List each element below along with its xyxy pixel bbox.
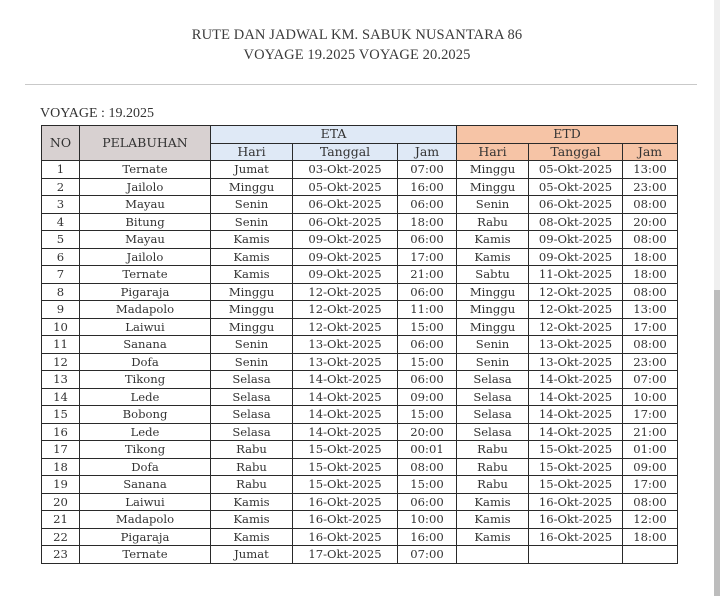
eta-date-cell: 14-Okt-2025 [293,371,398,389]
etd-time-cell: 12:00 [623,511,678,529]
header-etd-jam: Jam [623,143,678,161]
header-no: NO [42,126,80,161]
table-row [42,511,678,529]
eta-day-cell: Senin [211,213,293,231]
scrollbar-thumb[interactable] [714,290,720,596]
row-no-cell: 20 [42,493,80,511]
etd-date-cell: 11-Okt-2025 [529,266,623,284]
etd-date-cell: 15-Okt-2025 [529,441,623,459]
document-title: RUTE DAN JADWAL KM. SABUK NUSANTARA 86 [191,27,523,43]
eta-day-cell: Rabu [211,476,293,494]
table-row [42,493,678,511]
row-no-cell: 11 [42,336,80,354]
row-no-cell: 1 [42,161,80,179]
port-name-cell: Madapolo [80,301,211,319]
eta-date-cell: 15-Okt-2025 [293,476,398,494]
etd-day-cell: Senin [457,336,529,354]
etd-time-cell: 09:00 [623,458,678,476]
table-row [42,301,678,319]
eta-time-cell: 07:00 [398,161,457,179]
eta-date-cell: 09-Okt-2025 [293,248,398,266]
row-no-cell: 10 [42,318,80,336]
header-etd-tanggal: Tanggal [529,143,623,161]
eta-day-cell: Senin [211,353,293,371]
eta-time-cell: 00:01 [398,441,457,459]
etd-date-cell: 09-Okt-2025 [529,248,623,266]
eta-time-cell: 06:00 [398,493,457,511]
eta-time-cell: 16:00 [398,528,457,546]
voyage-label: VOYAGE : 19.2025 [40,106,154,121]
etd-time-cell: 18:00 [623,528,678,546]
etd-time-cell: 18:00 [623,266,678,284]
header-eta-hari: Hari [211,143,293,161]
divider [25,84,697,85]
etd-date-cell: 08-Okt-2025 [529,213,623,231]
eta-time-cell: 06:00 [398,283,457,301]
eta-date-cell: 13-Okt-2025 [293,353,398,371]
row-no-cell: 18 [42,458,80,476]
eta-day-cell: Jumat [211,161,293,179]
etd-time-cell: 08:00 [623,196,678,214]
row-no-cell: 16 [42,423,80,441]
eta-date-cell: 14-Okt-2025 [293,423,398,441]
header-eta-jam: Jam [398,143,457,161]
port-name-cell: Ternate [80,161,211,179]
port-name-cell: Ternate [80,266,211,284]
eta-date-cell: 16-Okt-2025 [293,511,398,529]
header-etd: ETD [457,126,678,144]
etd-day-cell: Kamis [457,528,529,546]
row-no-cell: 15 [42,406,80,424]
etd-date-cell: 05-Okt-2025 [529,178,623,196]
eta-date-cell: 14-Okt-2025 [293,388,398,406]
table-row [42,231,678,249]
etd-time-cell: 08:00 [623,336,678,354]
port-name-cell: Pigaraja [80,283,211,301]
row-no-cell: 12 [42,353,80,371]
port-name-cell: Jailolo [80,248,211,266]
etd-day-cell: Kamis [457,511,529,529]
port-name-cell: Mayau [80,196,211,214]
table-row [42,546,678,564]
etd-day-cell: Minggu [457,161,529,179]
document-subtitle: VOYAGE 19.2025 VOYAGE 20.2025 [243,47,471,63]
etd-time-cell: 17:00 [623,318,678,336]
table-row [42,248,678,266]
row-no-cell: 6 [42,248,80,266]
row-no-cell: 5 [42,231,80,249]
etd-time-cell: 18:00 [623,248,678,266]
eta-day-cell: Rabu [211,458,293,476]
table-row [42,283,678,301]
table-row [42,406,678,424]
etd-day-cell: Selasa [457,423,529,441]
etd-date-cell: 14-Okt-2025 [529,388,623,406]
port-name-cell: Jailolo [80,178,211,196]
table-row [42,388,678,406]
etd-time-cell: 17:00 [623,406,678,424]
table-row [42,353,678,371]
eta-day-cell: Kamis [211,511,293,529]
etd-date-cell: 09-Okt-2025 [529,231,623,249]
etd-day-cell: Selasa [457,371,529,389]
port-name-cell: Sanana [80,476,211,494]
etd-time-cell: 13:00 [623,301,678,319]
etd-day-cell: Sabtu [457,266,529,284]
eta-time-cell: 17:00 [398,248,457,266]
etd-date-cell: 14-Okt-2025 [529,371,623,389]
eta-date-cell: 13-Okt-2025 [293,336,398,354]
header-pelabuhan: PELABUHAN [80,126,211,161]
row-no-cell: 7 [42,266,80,284]
row-no-cell: 21 [42,511,80,529]
etd-date-cell: 05-Okt-2025 [529,161,623,179]
eta-time-cell: 20:00 [398,423,457,441]
eta-day-cell: Minggu [211,178,293,196]
eta-date-cell: 15-Okt-2025 [293,441,398,459]
eta-time-cell: 15:00 [398,476,457,494]
eta-day-cell: Kamis [211,248,293,266]
etd-day-cell: Kamis [457,231,529,249]
etd-time-cell: 23:00 [623,178,678,196]
eta-date-cell: 12-Okt-2025 [293,318,398,336]
etd-time-cell: 08:00 [623,231,678,249]
row-no-cell: 9 [42,301,80,319]
etd-date-cell: 13-Okt-2025 [529,353,623,371]
etd-time-cell: 13:00 [623,161,678,179]
etd-date-cell: 16-Okt-2025 [529,493,623,511]
header-eta-tanggal: Tanggal [293,143,398,161]
port-name-cell: Bitung [80,213,211,231]
etd-date-cell: 13-Okt-2025 [529,336,623,354]
eta-day-cell: Kamis [211,528,293,546]
table-row [42,266,678,284]
header-eta: ETA [211,126,457,144]
eta-date-cell: 16-Okt-2025 [293,528,398,546]
table-row [42,476,678,494]
row-no-cell: 13 [42,371,80,389]
eta-day-cell: Minggu [211,283,293,301]
etd-date-cell: 16-Okt-2025 [529,528,623,546]
etd-date-cell: 12-Okt-2025 [529,283,623,301]
etd-date-cell [529,546,623,564]
port-name-cell: Dofa [80,353,211,371]
table-row [42,336,678,354]
port-name-cell: Lede [80,388,211,406]
eta-day-cell: Rabu [211,441,293,459]
eta-time-cell: 10:00 [398,511,457,529]
table-row [42,528,678,546]
port-name-cell: Bobong [80,406,211,424]
table-row [42,423,678,441]
table-row [42,441,678,459]
port-name-cell: Pigaraja [80,528,211,546]
etd-day-cell: Minggu [457,301,529,319]
eta-time-cell: 07:00 [398,546,457,564]
eta-date-cell: 17-Okt-2025 [293,546,398,564]
eta-time-cell: 06:00 [398,231,457,249]
etd-day-cell: Senin [457,353,529,371]
eta-time-cell: 06:00 [398,196,457,214]
etd-day-cell: Selasa [457,388,529,406]
eta-day-cell: Kamis [211,266,293,284]
etd-day-cell: Rabu [457,213,529,231]
etd-time-cell: 23:00 [623,353,678,371]
etd-date-cell: 12-Okt-2025 [529,301,623,319]
row-no-cell: 4 [42,213,80,231]
port-name-cell: Dofa [80,458,211,476]
row-no-cell: 19 [42,476,80,494]
etd-date-cell: 06-Okt-2025 [529,196,623,214]
etd-time-cell: 17:00 [623,476,678,494]
table-row [42,371,678,389]
etd-time-cell: 21:00 [623,423,678,441]
eta-time-cell: 09:00 [398,388,457,406]
eta-day-cell: Jumat [211,546,293,564]
etd-date-cell: 16-Okt-2025 [529,511,623,529]
eta-day-cell: Senin [211,196,293,214]
etd-day-cell: Selasa [457,406,529,424]
etd-date-cell: 12-Okt-2025 [529,318,623,336]
table-row [42,161,678,179]
eta-day-cell: Senin [211,336,293,354]
header-row-top [42,126,678,144]
eta-date-cell: 14-Okt-2025 [293,406,398,424]
row-no-cell: 23 [42,546,80,564]
eta-time-cell: 18:00 [398,213,457,231]
eta-date-cell: 15-Okt-2025 [293,458,398,476]
eta-day-cell: Minggu [211,318,293,336]
eta-date-cell: 06-Okt-2025 [293,213,398,231]
etd-date-cell: 14-Okt-2025 [529,406,623,424]
eta-date-cell: 09-Okt-2025 [293,231,398,249]
eta-date-cell: 12-Okt-2025 [293,283,398,301]
port-name-cell: Madapolo [80,511,211,529]
etd-day-cell: Kamis [457,248,529,266]
eta-time-cell: 08:00 [398,458,457,476]
eta-date-cell: 16-Okt-2025 [293,493,398,511]
eta-time-cell: 21:00 [398,266,457,284]
table-row [42,178,678,196]
eta-day-cell: Selasa [211,371,293,389]
etd-time-cell: 08:00 [623,283,678,301]
row-no-cell: 14 [42,388,80,406]
etd-date-cell: 15-Okt-2025 [529,458,623,476]
etd-time-cell: 10:00 [623,388,678,406]
eta-day-cell: Minggu [211,301,293,319]
etd-day-cell: Senin [457,196,529,214]
etd-day-cell: Minggu [457,318,529,336]
table-row [42,213,678,231]
eta-date-cell: 03-Okt-2025 [293,161,398,179]
eta-day-cell: Selasa [211,423,293,441]
row-no-cell: 17 [42,441,80,459]
eta-day-cell: Kamis [211,231,293,249]
eta-time-cell: 06:00 [398,336,457,354]
port-name-cell: Ternate [80,546,211,564]
eta-time-cell: 11:00 [398,301,457,319]
etd-day-cell: Minggu [457,283,529,301]
table-row [42,458,678,476]
etd-time-cell: 01:00 [623,441,678,459]
etd-date-cell: 15-Okt-2025 [529,476,623,494]
header-etd-hari: Hari [457,143,529,161]
eta-day-cell: Selasa [211,388,293,406]
etd-day-cell [457,546,529,564]
etd-time-cell [623,546,678,564]
etd-day-cell: Rabu [457,476,529,494]
table-row [42,318,678,336]
row-no-cell: 3 [42,196,80,214]
etd-time-cell: 20:00 [623,213,678,231]
row-no-cell: 8 [42,283,80,301]
eta-date-cell: 12-Okt-2025 [293,301,398,319]
port-name-cell: Laiwui [80,318,211,336]
etd-time-cell: 07:00 [623,371,678,389]
etd-day-cell: Rabu [457,458,529,476]
eta-day-cell: Kamis [211,493,293,511]
row-no-cell: 2 [42,178,80,196]
port-name-cell: Sanana [80,336,211,354]
eta-date-cell: 09-Okt-2025 [293,266,398,284]
schedule-table [41,125,678,564]
eta-day-cell: Selasa [211,406,293,424]
port-name-cell: Laiwui [80,493,211,511]
eta-time-cell: 15:00 [398,318,457,336]
eta-time-cell: 15:00 [398,353,457,371]
eta-date-cell: 06-Okt-2025 [293,196,398,214]
port-name-cell: Tikong [80,371,211,389]
etd-day-cell: Kamis [457,493,529,511]
etd-time-cell: 08:00 [623,493,678,511]
table-row [42,196,678,214]
port-name-cell: Tikong [80,441,211,459]
row-no-cell: 22 [42,528,80,546]
eta-date-cell: 05-Okt-2025 [293,178,398,196]
eta-time-cell: 16:00 [398,178,457,196]
port-name-cell: Lede [80,423,211,441]
vertical-scrollbar[interactable] [714,0,720,596]
etd-date-cell: 14-Okt-2025 [529,423,623,441]
port-name-cell: Mayau [80,231,211,249]
etd-day-cell: Rabu [457,441,529,459]
eta-time-cell: 06:00 [398,371,457,389]
etd-day-cell: Minggu [457,178,529,196]
eta-time-cell: 15:00 [398,406,457,424]
